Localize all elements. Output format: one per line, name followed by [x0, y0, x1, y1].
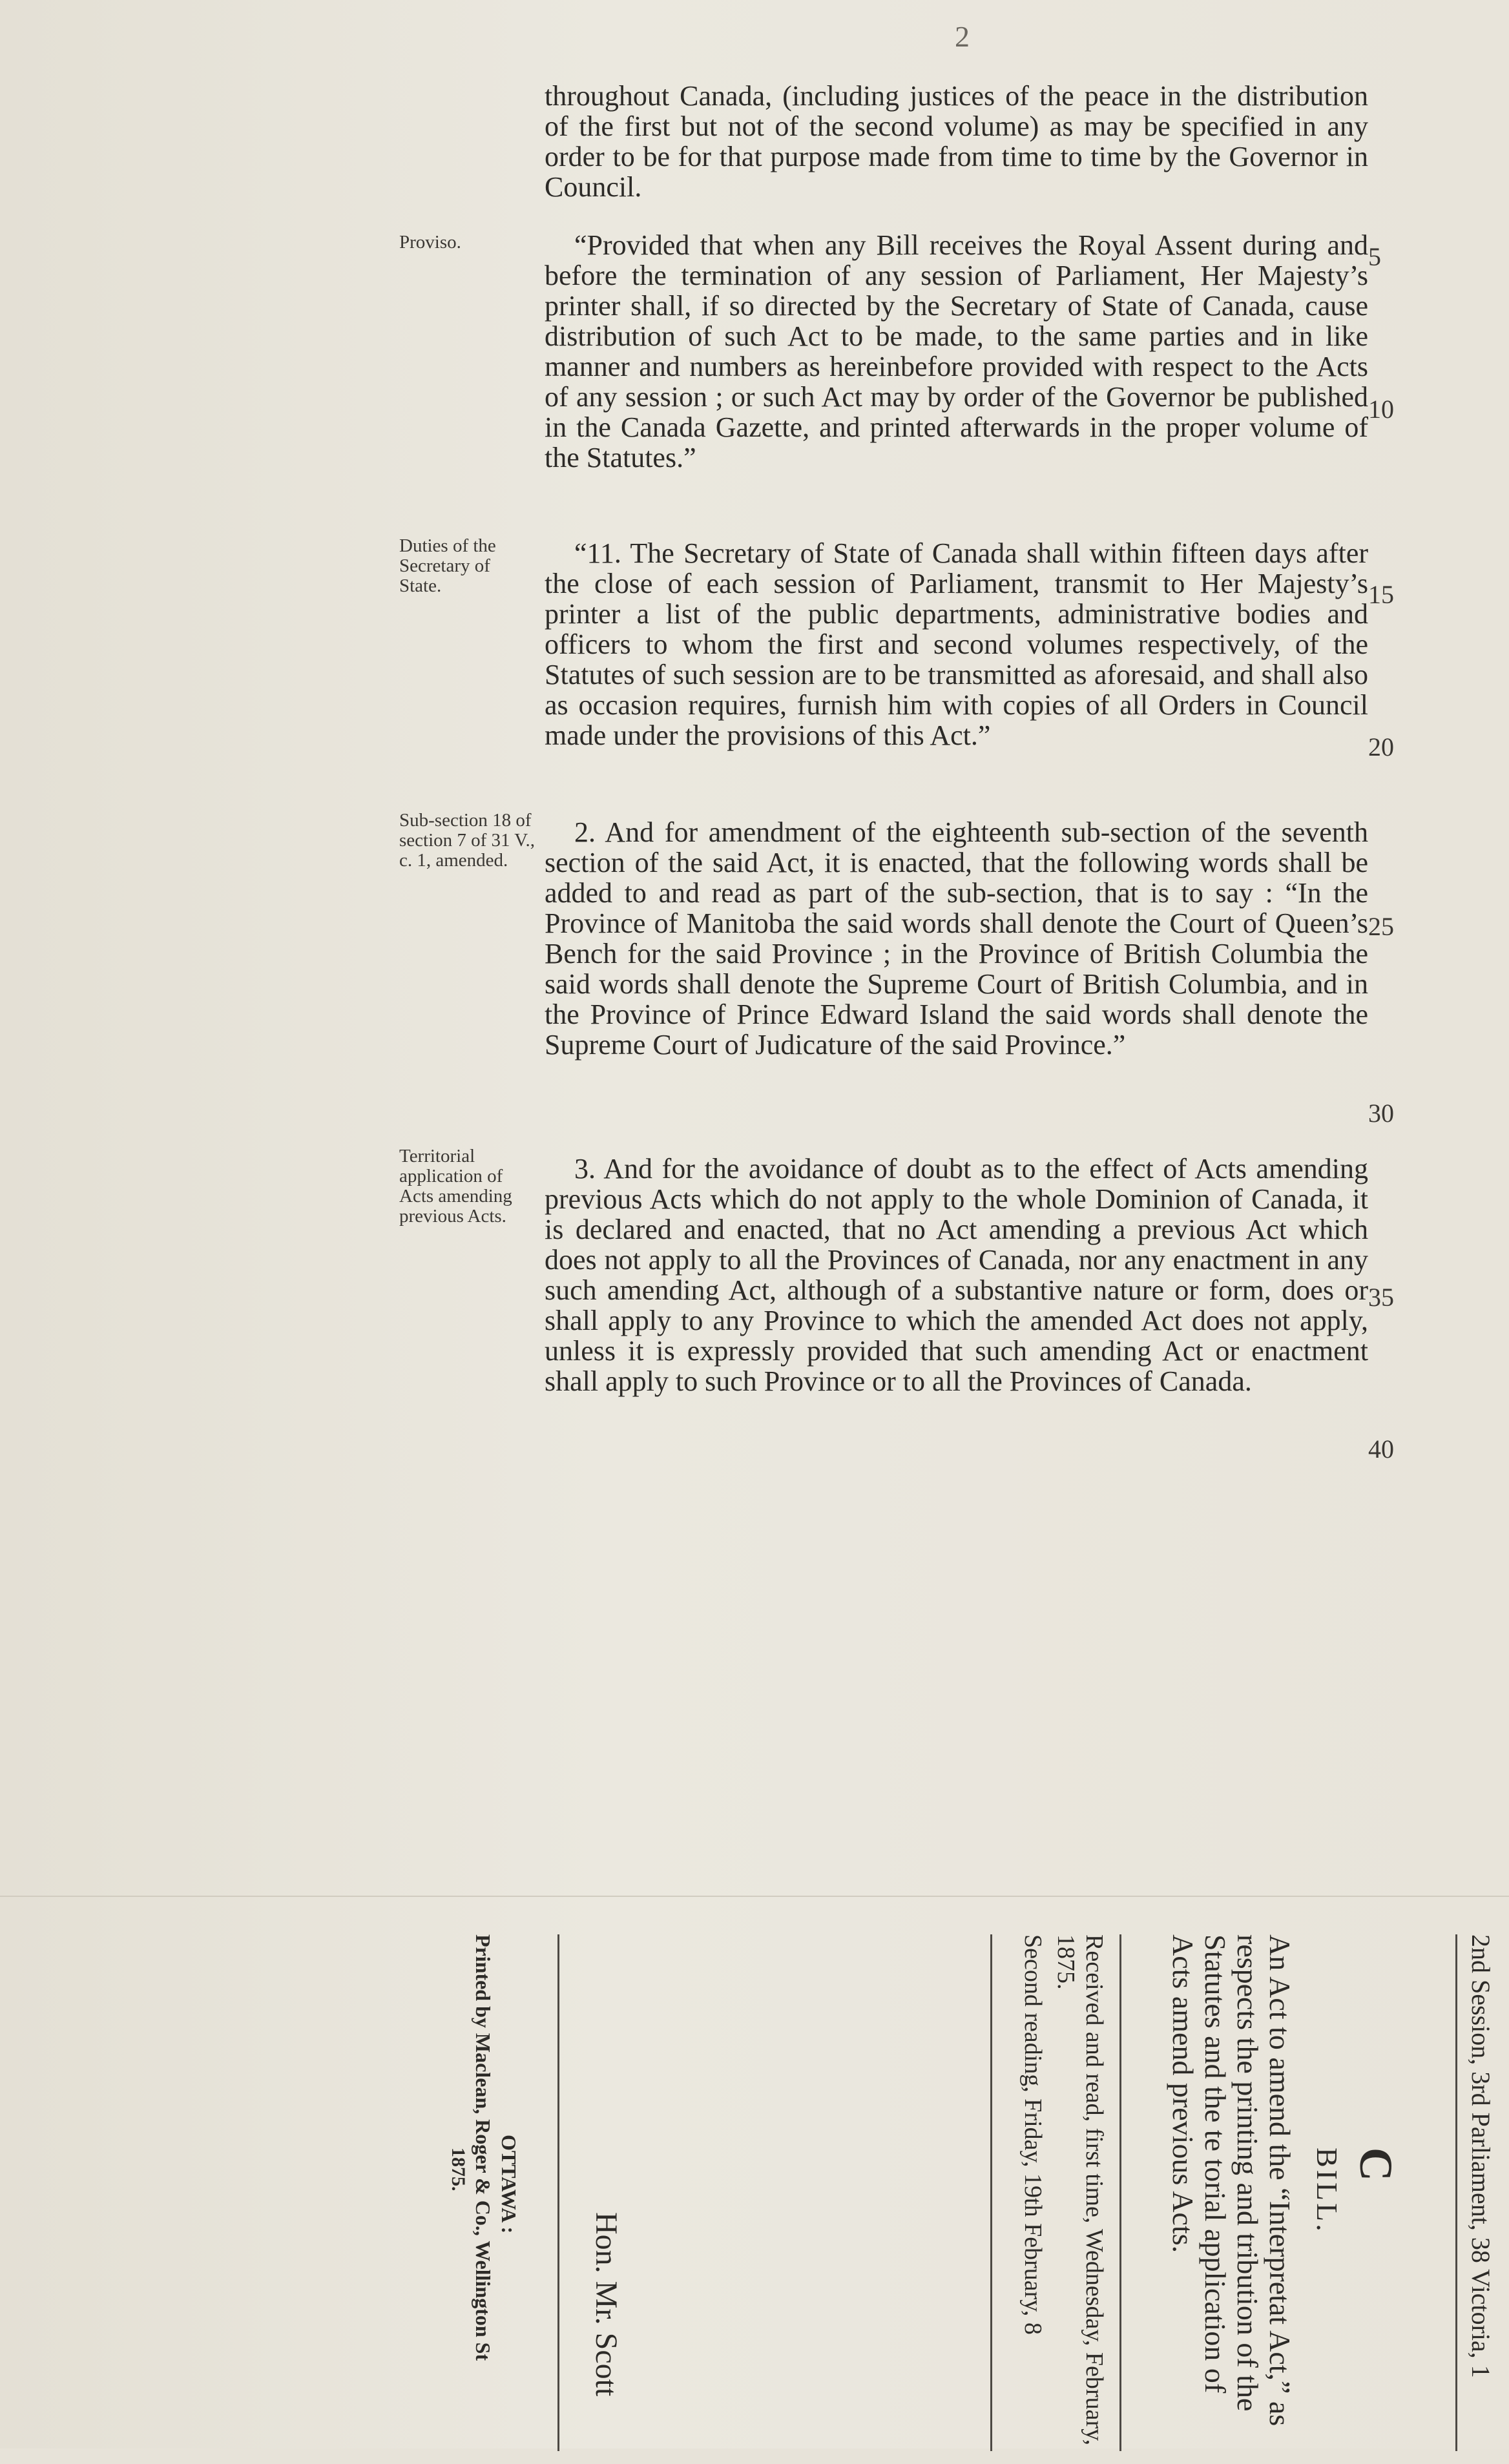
endorsement-rule-bottom	[557, 1934, 559, 2451]
endorsement-second-reading: Second reading, Friday, 19th February, 8	[1019, 1934, 1046, 2335]
endorsement-letter: C	[1350, 2148, 1402, 2181]
margin-note-territorial: Territorial application of Acts amending previous Acts.	[399, 1146, 512, 1227]
endorsement-rule-lower	[990, 1934, 992, 2451]
paragraph-section-3: 3. And for the avoidance of doubt as to the effect of Acts amending previous Acts which do not apply to the whole Dominion of Canada, it is declared and enacted, that no Act amending a previous Act which does not apply to all the Provinces of Canada, nor any enactment in any such amending Act, although of a substantive nature or form, does or shall apply to any Province to which the amended Act does not apply, unless it is expressly provided that such amending Act or enactment shall apply to such Province or to all the Provinces of Canada.	[545, 1153, 1368, 1397]
body-text-block-1	[545, 81, 1368, 216]
endorsement-received: Received and read, first time, Wednesday, February, 1875.	[1052, 1934, 1108, 2446]
line-number-10: 10	[1368, 395, 1394, 424]
endorsement-printer: Printed by Maclean, Roger & Co., Wellington St	[472, 1934, 495, 2361]
line-number-20: 20	[1368, 732, 1394, 761]
line-number-25: 25	[1368, 912, 1394, 941]
paragraph-proviso: “Provided that when any Bill receives the Royal Assent during and before the termination of any session of Parliament, Her Majesty’s printer shall, if so directed by the Secretary of State of Canada, cause distribution of such Act to be made, to the same parties and in like manner and numbers as hereinbefore provided with respect to the Acts of any session ; or such Act may by order of the Governor be published in the Canada Gazette, and printed afterwards in the proper volume of the Statutes.”	[545, 229, 1368, 473]
endorsement-printer-city: OTTAWA :	[497, 2135, 521, 2234]
paragraph-continuation: throughout Canada, (including justices of the peace in the distribution of the first but not of the second volume) as may be specified in any order to be for that purpose made from time to time by the Governor in Council.	[545, 80, 1368, 203]
body-text-block-5	[545, 1154, 1368, 1411]
endorsement-printer-year: 1875.	[448, 2148, 469, 2191]
page-number: 2	[955, 20, 970, 53]
body-text-block-3	[545, 538, 1368, 765]
line-number-15: 15	[1368, 580, 1394, 609]
line-number-5: 5	[1368, 242, 1381, 271]
endorsement-rule-middle	[1119, 1934, 1121, 2451]
endorsement-session: 2nd Session, 3rd Parliament, 38 Victoria, 1	[1466, 1934, 1495, 2378]
bill-endorsement-lower	[0, 1934, 624, 2464]
margin-note-duties: Duties of the Secretary of State.	[399, 535, 496, 596]
endorsement-rule-top	[1455, 1934, 1457, 2451]
margin-note-proviso: Proviso.	[399, 232, 461, 253]
body-text-block-2	[545, 230, 1368, 487]
endorsement-sponsor: Hon. Mr. Scott	[589, 2212, 623, 2397]
endorsement-bill-label: BILL.	[1311, 2148, 1344, 2234]
line-number-30: 30	[1368, 1099, 1394, 1128]
line-number-40: 40	[1368, 1434, 1394, 1464]
paragraph-section-2: 2. And for amendment of the eighteenth sub-section of the seventh section of the said Act, it is enacted, that the following words shall be added to and read as part of the sub-section, that is to say : “In the Province of Manitoba the said words shall denote the Court of Queen’s Bench for the said Province ; in the Province of British Columbia the said words shall denote the Supreme Court of British Columbia, and in the Province of Prince Edward Island the said words shall denote the Supreme Court of Judicature of the said Province.”	[545, 816, 1368, 1061]
fold-line	[0, 1896, 1509, 1897]
paragraph-section-11: “11. The Secretary of State of Canada shall within fifteen days after the close of each session of Parliament, transmit to Her Majesty’s printer a list of the public departments, administrative bodies and officers to whom the first and second volumes respectively, of the Statutes of such session are to be transmitted as aforesaid, and shall also as occasion requires, furnish him with copies of all Orders in Council made under the provisions of this Act.”	[545, 537, 1368, 751]
line-number-35: 35	[1368, 1283, 1394, 1312]
margin-note-subsection: Sub-section 18 of section 7 of 31 V., c. 1, amended.	[399, 810, 535, 871]
body-text-block-4	[545, 817, 1368, 1074]
endorsement-bill-title: An Act to amend the “Interpretat Act,” as respects the printing and tribution of the Statutes and the te torial application of Acts amend previous Acts.	[1167, 1934, 1296, 2427]
